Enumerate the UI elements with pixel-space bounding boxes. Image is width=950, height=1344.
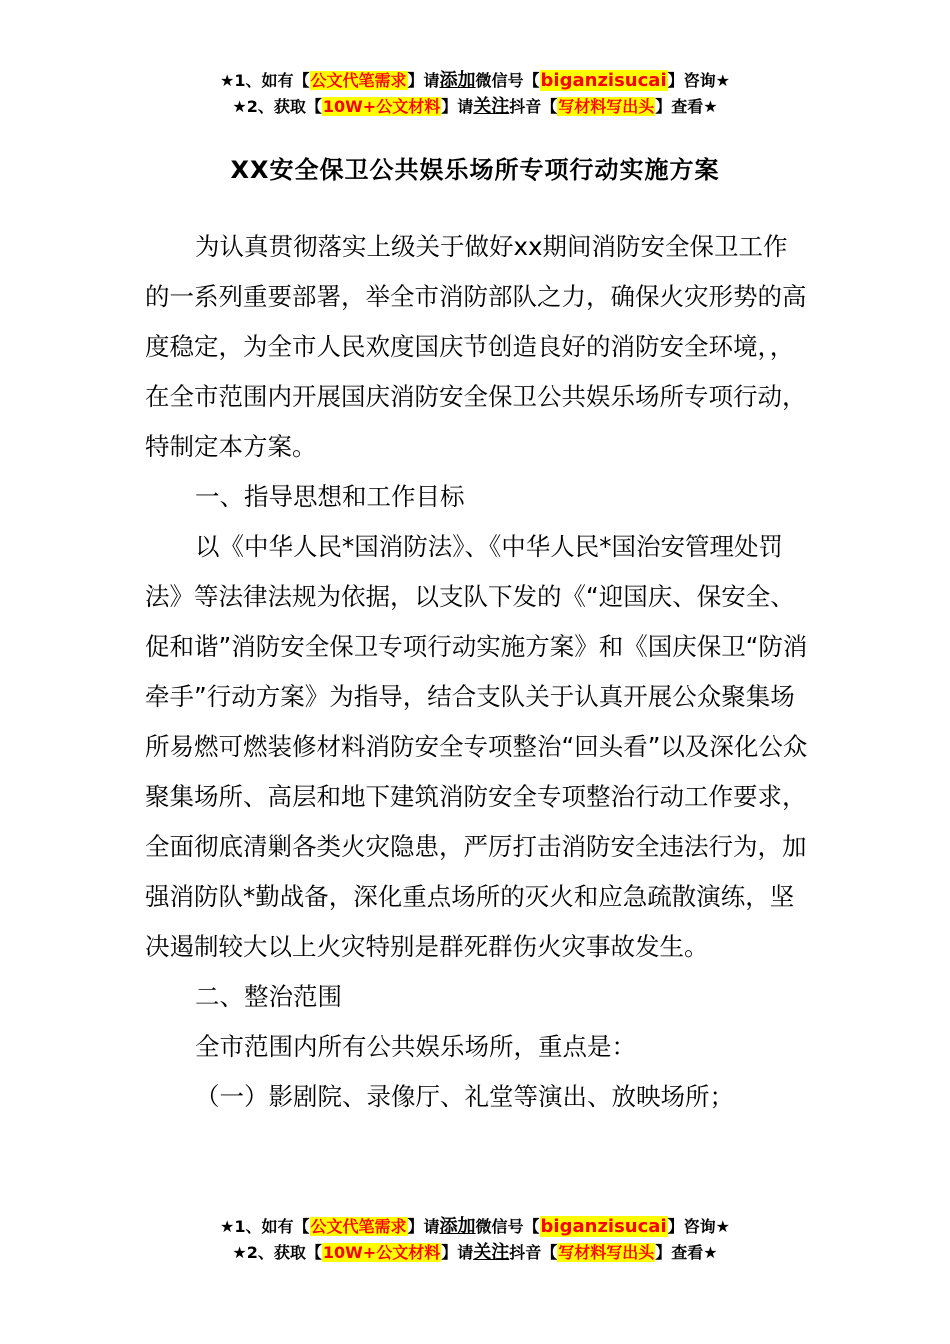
- banner-text: ★1、如有【: [220, 71, 310, 90]
- banner-line-2: [0, 1240, 950, 1266]
- paragraph-guidance: 以《中华人民*国消防法》、《中华人民*国治安管理处罚法》等法律法规为依据，以支队下发的《“迎国庆、保安全、促和谐”消防安全保卫专项行动实施方案》和《国庆保卫“防消牵手”行动方案》为指导，结合支队关于认真开展公众聚集场所易燃可燃装修材料消防安全专项整治“回头看”以及深化公众聚集场所、高层和地下建筑消防安全专项整治行动工作要求，全面彻底清剿各类火灾隐患，严厉打击消防安全违法行为，加强消防队*勤战备，深化重点场所的灭火和应急疏散演练，坚决遏制较大以上火灾特别是群死群伤火灾事故发生。: [145, 532, 808, 961]
- banner-text: 】请: [441, 1243, 474, 1262]
- highlight-materials: 10W+公文材料: [322, 1243, 441, 1262]
- highlight-materials: 10W+公文材料: [322, 97, 441, 116]
- banner-line-1: [0, 1214, 950, 1240]
- document-title: XX安全保卫公共娱乐场所专项行动实施方案: [230, 156, 720, 184]
- list-item-1: （一）影剧院、录像厅、礼堂等演出、放映场所；: [195, 1082, 734, 1111]
- banner-text: 微信号【: [475, 71, 540, 90]
- underlined-text: 添加: [439, 70, 476, 91]
- banner-text: 抖音【: [509, 1243, 558, 1262]
- banner-text: 】查看★: [655, 97, 718, 116]
- highlight-service: 公文代笔需求: [310, 71, 407, 90]
- banner-text: 】请: [407, 1217, 440, 1236]
- underlined-text: 关注: [473, 1242, 510, 1263]
- paragraph-scope: 全市范围内所有公共娱乐场所，重点是：: [195, 1032, 636, 1061]
- banner-line-1: [0, 68, 950, 94]
- paragraph-intro: 为认真贯彻落实上级关于做好xx期间消防安全保卫工作的一系列重要部署，举全市消防部队之力，确保火灾形势的高度稳定，为全市人民欢度国庆节创造良好的消防安全环境，，在全市范围内开展国庆消防安全保卫公共娱乐场所专项行动，特制定本方案。: [145, 232, 807, 461]
- highlight-wechat-id: biganzisucai: [540, 70, 667, 91]
- highlight-wechat-id: biganzisucai: [540, 1216, 667, 1237]
- banner-text: 】咨询★: [667, 71, 730, 90]
- highlight-account: 写材料写出头: [558, 1243, 655, 1262]
- banner-text: 抖音【: [509, 97, 558, 116]
- underlined-text: 关注: [473, 96, 510, 117]
- banner-text: ★2、获取【: [232, 97, 322, 116]
- highlight-service: 公文代笔需求: [310, 1217, 407, 1236]
- banner-line-2: [0, 94, 950, 120]
- banner-text: 微信号【: [475, 1217, 540, 1236]
- underlined-text: 添加: [439, 1216, 476, 1237]
- banner-text: ★1、如有【: [220, 1217, 310, 1236]
- highlight-account: 写材料写出头: [558, 97, 655, 116]
- banner-text: ★2、获取【: [232, 1243, 322, 1262]
- section-heading-2: 二、整治范围: [195, 982, 342, 1011]
- banner-text: 】查看★: [655, 1243, 718, 1262]
- header-banner: [0, 68, 950, 120]
- footer-banner: [0, 1214, 950, 1266]
- banner-text: 】请: [407, 71, 440, 90]
- section-heading-1: 一、指导思想和工作目标: [195, 482, 465, 511]
- banner-text: 】请: [441, 97, 474, 116]
- banner-text: 】咨询★: [667, 1217, 730, 1236]
- document-body: [145, 222, 810, 1122]
